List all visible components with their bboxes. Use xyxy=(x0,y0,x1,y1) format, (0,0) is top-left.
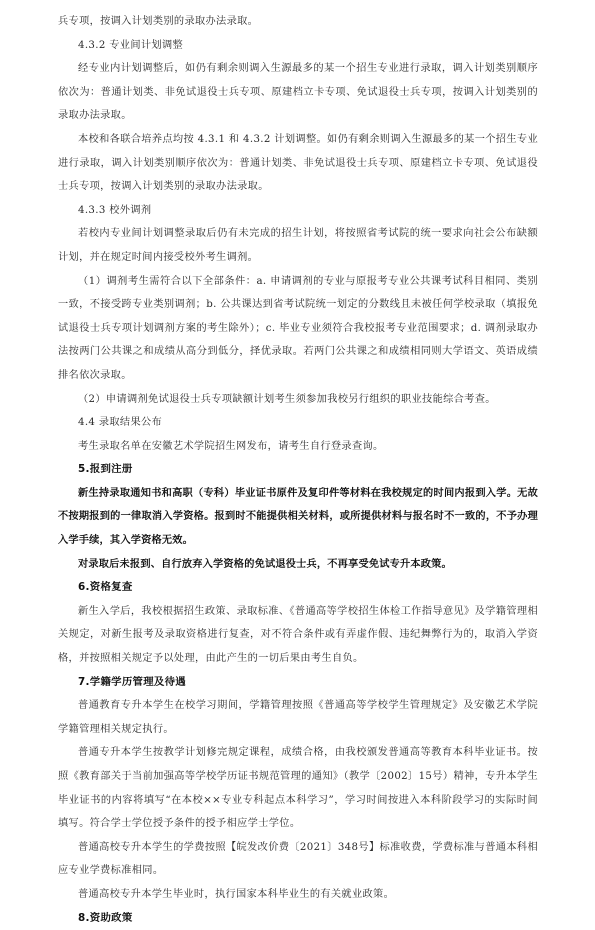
section-4-3-2-heading: 4.3.2 专业间计划调整 xyxy=(78,39,184,51)
section-6-paragraph: 新生入学后，我校根据招生政策、录取标准、《普通高等学校招生体检工作指导意见》及学籍管理相关规定，对新生报考及录取资格进行复查，对不符合条件或有弄虚作假、违纪舞弊行为的，取消入学资格，并按照相关规定予以处理，由此产生的一切后果由考生自负。 xyxy=(58,605,538,665)
section-7-heading: 7.学籍学历管理及待遇 xyxy=(78,675,186,688)
section-5-paragraph-1: 新生持录取通知书和高职（专科）毕业证书原件及复印件等材料在我校规定的时间内报到入学。无故不按期报到的一律取消入学资格。报到时不能提供相关材料，或所提供材料与报名时不一致的，不予办理入学手续，其入学资格无效。 xyxy=(58,487,538,547)
section-4-4-heading: 4.4 录取结果公布 xyxy=(78,417,163,429)
section-7-paragraph-3: 普通高校专升本学生的学费按照【皖发改价费〔2021〕348号】标准收费，学费标准与普通本科相应专业学费标准相同。 xyxy=(58,841,538,877)
intro-paragraph: 兵专项，按调入计划类别的录取办法录取。 xyxy=(58,16,259,27)
section-4-3-3-item-1: （1）调剂考生需符合以下全部条件：a. 申请调剂的专业与原报考专业公共课考试科目相同、类别一致，不接受跨专业类别调剂；b. 公共课达到省考试院统一划定的分数线且未被任何学校录取（填报免试退役士兵专项计划调剂方案的考生除外）；c. 毕业专业须符合我校报考专业范围要求；d. 调剂录取办法按两门公共课之和成绩从高分到低分，择优录取。若两门公共课之和成绩相同则大学语文、英语成绩排名依次录取。 xyxy=(58,275,538,381)
section-4-4-paragraph: 考生录取名单在安徽艺术学院招生网发布，请考生自行登录查询。 xyxy=(78,440,384,452)
section-6-heading: 6.资格复查 xyxy=(78,581,133,594)
section-7-paragraph-4: 普通高校专升本学生毕业时，执行国家本科毕业生的有关就业政策。 xyxy=(78,888,395,900)
section-4-3-2-paragraph-2: 本校和各联合培养点均按 4.3.1 和 4.3.2 计划调整。如仍有剩余则调入生源最多的某一个招生专业进行录取，调入计划类别顺序依次为：普通计划类、非免试退役士兵专项、原建档立卡专项、免试退役士兵专项，按调入计划类别的录取办法录取。 xyxy=(58,133,538,193)
section-8-heading: 8.资助政策 xyxy=(78,911,133,924)
section-4-3-3-paragraph: 若校内专业间计划调整录取后仍有未完成的招生计划，将按照省考试院的统一要求向社会公布缺额计划，并在规定时间内接受校外考生调剂。 xyxy=(58,228,538,263)
section-5-paragraph-2: 对录取后未报到、自行放弃入学资格的免试退役士兵，不再享受免试专升本政策。 xyxy=(78,558,452,570)
section-4-3-3-heading: 4.3.3 校外调剂 xyxy=(78,204,152,216)
section-7-paragraph-2: 普通专升本学生按教学计划修完规定课程，成绩合格，由我校颁发普通高等教育本科毕业证书。按照《教育部关于当前加强高等学校学历证书规范管理的通知》（教学〔2002〕15号）精神，专升本学生毕业证书的内容将填写“在本校××专业专科起点本科学习”，学习时间按进入本科阶段学习的实际时间填写。符合学士学位授予条件的授予相应学士学位。 xyxy=(58,747,538,830)
document-body xyxy=(58,10,538,930)
section-4-3-2-paragraph-1: 经专业内计划调整后，如仍有剩余则调入生源最多的某一个招生专业进行录取，调入计划类别顺序依次为：普通计划类、非免试退役士兵专项、原建档立卡专项、免试退役士兵专项，按调入计划类别的录取办法录取。 xyxy=(58,63,538,122)
section-5-heading: 5.报到注册 xyxy=(78,463,133,476)
section-4-3-3-item-2: （2）申请调剂免试退役士兵专项缺额计划考生须参加我校另行组织的职业技能综合考查。 xyxy=(78,393,496,405)
section-7-paragraph-1: 普通教育专升本学生在校学习期间，学籍管理按照《普通高等学校学生管理规定》及安徽艺术学院学籍管理相关规定执行。 xyxy=(58,700,538,735)
